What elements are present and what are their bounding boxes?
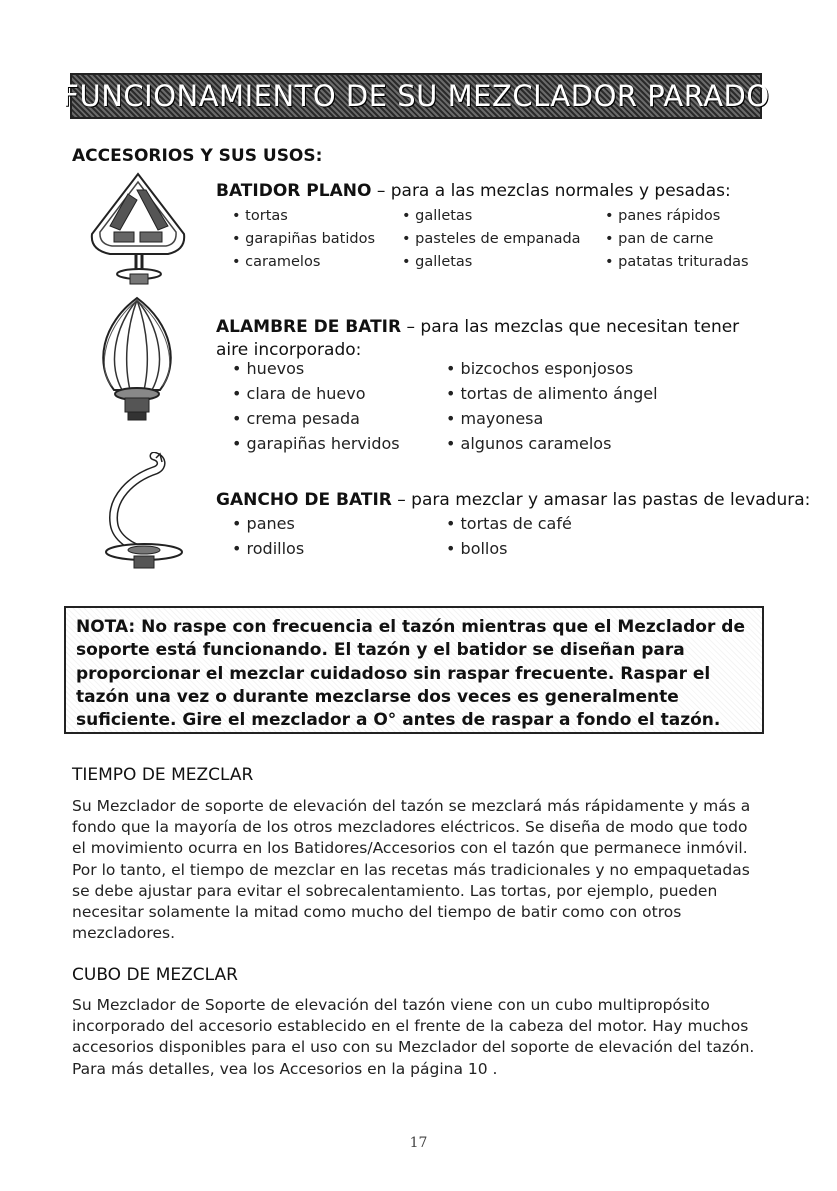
list-item: • tortas de alimento ángel bbox=[446, 384, 658, 403]
page-banner bbox=[62, 73, 770, 119]
list-item: • algunos caramelos bbox=[446, 434, 611, 453]
list-item: • caramelos bbox=[232, 254, 402, 270]
list-item: • galletas bbox=[402, 254, 605, 270]
list-item: • clara de huevo bbox=[232, 384, 446, 403]
accessory-desc: – para las mezclas que necesitan tener bbox=[401, 317, 740, 337]
list-item: • mayonesa bbox=[446, 409, 543, 428]
list-item: • bizcochos esponjosos bbox=[446, 359, 633, 378]
list-item: • panes rápidos bbox=[605, 208, 720, 224]
list-item: • pan de carne bbox=[605, 231, 713, 247]
accessory-name: ALAMBRE DE BATIR bbox=[216, 317, 402, 337]
dough-hook-icon bbox=[92, 452, 188, 576]
section-title: ACCESORIOS Y SUS USOS: bbox=[72, 146, 323, 166]
note-text: NOTA: No raspe con frecuencia el tazón mientras que el Mezclador de soporte está funcionando. El tazón y el batidor se diseñan para proporcionar el mezclar cuidadoso sin raspar frecuente. Raspar el tazón una vez o durante mezclarse dos veces es generalmente suficiente. Gire el mezclador a O° antes de raspar a fondo el tazón. bbox=[76, 617, 745, 731]
list-item: • galletas bbox=[402, 208, 605, 224]
list-item: • tortas de café bbox=[446, 514, 572, 533]
list-item: • rodillos bbox=[232, 539, 446, 558]
wire-whip-heading bbox=[216, 317, 739, 337]
list-item: • pasteles de empanada bbox=[402, 231, 605, 247]
page-title: FUNCIONAMIENTO DE SU MEZCLADOR PARADO bbox=[62, 79, 770, 113]
mixing-time-paragraph: Su Mezclador de soporte de elevación del tazón se mezclará más rápidamente y más a fondo que la mayoría de los otros mezcladores eléctricos. Se diseña de modo que todo el movimiento ocurra en los Batidores/Accesorios con el tazón que permanece inmóvil. Por lo tanto, el tiempo de mezclar en las recetas más tradicionales y no empaquetadas se debe ajustar para evitar el sobrecalentamiento. Las tortas, por ejemplo, pueden necesitar solamente la mitad como mucho del tiempo de batir como con otros mezcladores. bbox=[72, 797, 751, 943]
list-item: • garapiñas batidos bbox=[232, 231, 402, 247]
accessory-desc: – para mezclar y amasar las pastas de levadura: bbox=[391, 490, 811, 510]
note-box bbox=[64, 606, 764, 734]
flat-beater-heading bbox=[216, 181, 731, 201]
list-item: • garapiñas hervidos bbox=[232, 434, 446, 453]
accessory-desc-cont: aire incorporado: bbox=[216, 340, 362, 360]
flat-beater-icon bbox=[88, 170, 188, 290]
list-item: • panes bbox=[232, 514, 446, 533]
list-item: • tortas bbox=[232, 208, 402, 224]
accessory-name: BATIDOR PLANO bbox=[216, 181, 372, 201]
list-item: • crema pesada bbox=[232, 409, 446, 428]
dough-hook-heading bbox=[216, 490, 810, 510]
wire-whip-icon bbox=[92, 294, 182, 434]
page-number: 17 bbox=[409, 1135, 428, 1151]
mixing-time-heading: TIEMPO DE MEZCLAR bbox=[72, 765, 254, 785]
list-item: • patatas trituradas bbox=[605, 254, 749, 270]
hub-heading: CUBO DE MEZCLAR bbox=[72, 965, 238, 985]
accessory-name: GANCHO DE BATIR bbox=[216, 490, 392, 510]
wire-whip-uses bbox=[232, 356, 658, 456]
list-item: • huevos bbox=[232, 359, 446, 378]
list-item: • bollos bbox=[446, 539, 508, 558]
accessory-desc: – para a las mezclas normales y pesadas: bbox=[371, 181, 731, 201]
dough-hook-uses bbox=[232, 511, 572, 561]
flat-beater-uses bbox=[232, 204, 749, 273]
hub-paragraph: Su Mezclador de Soporte de elevación del tazón viene con un cubo multipropósito incorporado del accesorio establecido en el frente de la cabeza del motor. Hay muchos accesorios disponibles para el uso con su Mezclador del soporte de elevación del tazón. Para más detalles, vea los Accesorios en la página 10 . bbox=[72, 996, 755, 1078]
